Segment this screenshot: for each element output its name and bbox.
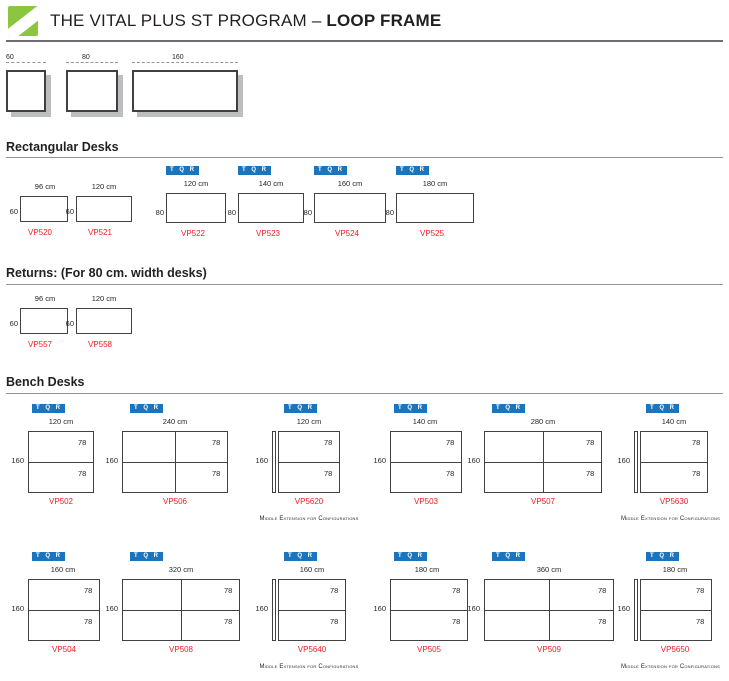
desk-vp524-code: VP524 <box>334 229 360 238</box>
frame-item-160 <box>132 54 252 116</box>
desk-vp558-top-dim: 120 cm <box>91 294 117 303</box>
section-rule-rectangular <box>6 157 723 158</box>
desk-vp523-top-dim: 140 cm <box>258 179 284 188</box>
desk-vp5620-ext-note: Middle Extension for Configurations <box>259 516 359 522</box>
desk-vp557-top-view <box>20 308 68 334</box>
desk-vp521-top-view <box>76 196 132 222</box>
desk-vp5620-top-dim: 120 cm <box>296 417 322 426</box>
desk-vp525-top-view <box>396 193 474 223</box>
desk-vp509-top-dim: 360 cm <box>536 565 562 574</box>
frame-box-80 <box>66 70 118 112</box>
frame-item-60 <box>6 54 52 116</box>
desk-vp5620-depth-top: 78 <box>324 438 333 447</box>
desk-vp509-depth-bottom: 78 <box>598 617 607 626</box>
desk-vp505-depth-top: 78 <box>452 586 461 595</box>
desk-vp5620-left-dim: 160 <box>255 456 268 465</box>
frame-dimline-60 <box>6 62 46 63</box>
desk-vp5630-tqr-badge: T Q R <box>646 404 679 413</box>
desk-vp507-tqr-badge: T Q R <box>492 404 525 413</box>
logo-label: ST <box>11 25 24 35</box>
desk-vp508-depth-top: 78 <box>224 586 233 595</box>
desk-vp509-depth-top: 78 <box>598 586 607 595</box>
desk-vp509-divider-v <box>549 579 550 641</box>
frame-item-80 <box>66 54 126 116</box>
desk-vp506-divider-v <box>175 431 176 493</box>
desk-vp506-depth-bottom: 78 <box>212 469 221 478</box>
desk-vp5630-extension-bar <box>634 431 638 493</box>
desk-vp523-code: VP523 <box>255 229 281 238</box>
desk-vp5640-depth-bottom: 78 <box>330 617 339 626</box>
frame-label-80: 80 <box>82 54 90 61</box>
frame-box-160 <box>132 70 238 112</box>
desk-vp502-code: VP502 <box>48 497 74 506</box>
desk-vp5630-ext-note: Middle Extension for Configurations <box>620 516 721 522</box>
desk-vp5630-code: VP5630 <box>659 497 689 506</box>
desk-vp508-depth-bottom: 78 <box>224 617 233 626</box>
desk-vp504-top-dim: 160 cm <box>50 565 76 574</box>
desk-vp520-code: VP520 <box>27 228 53 237</box>
desk-vp524-top-view <box>314 193 386 223</box>
desk-vp5640-depth-top: 78 <box>330 586 339 595</box>
desk-vp521-left-dim: 60 <box>65 207 74 216</box>
frame-dimline-160 <box>132 62 238 63</box>
desk-vp5620-extension-bar <box>272 431 276 493</box>
desk-vp504-tqr-badge: T Q R <box>32 552 65 561</box>
desk-vp508-code: VP508 <box>168 645 194 654</box>
desk-vp505-divider <box>390 610 468 611</box>
frame-label-60: 60 <box>6 54 14 61</box>
desk-vp508-top-dim: 320 cm <box>168 565 194 574</box>
desk-vp5640-left-dim: 160 <box>255 604 268 613</box>
desk-vp502-depth-top: 78 <box>78 438 87 447</box>
desk-vp522-top-dim: 120 cm <box>183 179 209 188</box>
page-title-bold: LOOP FRAME <box>326 11 442 30</box>
desk-vp506-top-dim: 240 cm <box>162 417 188 426</box>
desk-vp5630-depth-bottom: 78 <box>692 469 701 478</box>
desk-vp5640-extension-bar <box>272 579 276 641</box>
desk-vp557-top-dim: 96 cm <box>34 294 56 303</box>
desk-vp506-tqr-badge: T Q R <box>130 404 163 413</box>
desk-vp5640-code: VP5640 <box>297 645 327 654</box>
section-title-rectangular: Rectangular Desks <box>6 140 119 154</box>
page-title <box>50 11 441 31</box>
desk-vp503-depth-bottom: 78 <box>446 469 455 478</box>
desk-vp505-tqr-badge: T Q R <box>394 552 427 561</box>
page-header <box>0 0 729 42</box>
desk-vp557-code: VP557 <box>27 340 53 349</box>
section-rule-returns <box>6 284 723 285</box>
desk-vp524-left-dim: 80 <box>303 208 312 217</box>
header-divider <box>6 40 723 42</box>
desk-vp503-divider <box>390 462 462 463</box>
frame-box-60 <box>6 70 46 112</box>
desk-vp509-tqr-badge: T Q R <box>492 552 525 561</box>
desk-vp509-code: VP509 <box>536 645 562 654</box>
desk-vp558-left-dim: 60 <box>65 319 74 328</box>
desk-vp5640-ext-note: Middle Extension for Configurations <box>259 664 359 670</box>
desk-vp522-top-view <box>166 193 226 223</box>
desk-vp5620-depth-bottom: 78 <box>324 469 333 478</box>
desk-vp5630-divider <box>640 462 708 463</box>
desk-vp558-top-view <box>76 308 132 334</box>
desk-vp521-code: VP521 <box>87 228 113 237</box>
desk-vp506-left-dim: 160 <box>105 456 118 465</box>
desk-vp5650-extension-bar <box>634 579 638 641</box>
desk-vp5620-tqr-badge: T Q R <box>284 404 317 413</box>
desk-vp503-tqr-badge: T Q R <box>394 404 427 413</box>
desk-vp523-tqr-badge: T Q R <box>238 166 271 175</box>
desk-vp523-top-view <box>238 193 304 223</box>
desk-vp5640-top-dim: 160 cm <box>299 565 325 574</box>
desk-vp507-divider-v <box>543 431 544 493</box>
desk-vp524-top-dim: 160 cm <box>337 179 363 188</box>
desk-vp502-depth-bottom: 78 <box>78 469 87 478</box>
desk-vp525-top-dim: 180 cm <box>422 179 448 188</box>
desk-vp508-tqr-badge: T Q R <box>130 552 163 561</box>
desk-vp522-left-dim: 80 <box>155 208 164 217</box>
desk-vp503-depth-top: 78 <box>446 438 455 447</box>
desk-vp503-code: VP503 <box>413 497 439 506</box>
desk-vp506-depth-top: 78 <box>212 438 221 447</box>
desk-vp506-code: VP506 <box>162 497 188 506</box>
desk-vp525-code: VP525 <box>419 229 445 238</box>
desk-vp507-depth-top: 78 <box>586 438 595 447</box>
desk-vp509-left-dim: 160 <box>467 604 480 613</box>
desk-vp504-left-dim: 160 <box>11 604 24 613</box>
desk-vp504-depth-bottom: 78 <box>84 617 93 626</box>
desk-vp5640-divider <box>278 610 346 611</box>
desk-vp505-depth-bottom: 78 <box>452 617 461 626</box>
brand-logo <box>8 6 38 36</box>
desk-vp5650-depth-bottom: 78 <box>696 617 705 626</box>
desk-vp5650-top-dim: 180 cm <box>662 565 688 574</box>
desk-vp508-left-dim: 160 <box>105 604 118 613</box>
desk-vp524-tqr-badge: T Q R <box>314 166 347 175</box>
desk-vp507-depth-bottom: 78 <box>586 469 595 478</box>
desk-vp525-left-dim: 80 <box>385 208 394 217</box>
desk-vp507-left-dim: 160 <box>467 456 480 465</box>
frame-label-160: 160 <box>172 54 184 61</box>
desk-vp508-divider-v <box>181 579 182 641</box>
desk-vp5640-tqr-badge: T Q R <box>284 552 317 561</box>
desk-vp5630-left-dim: 160 <box>617 456 630 465</box>
desk-vp525-tqr-badge: T Q R <box>396 166 429 175</box>
desk-vp520-top-view <box>20 196 68 222</box>
desk-vp505-top-dim: 180 cm <box>414 565 440 574</box>
desk-vp503-top-dim: 140 cm <box>412 417 438 426</box>
desk-vp522-code: VP522 <box>180 229 206 238</box>
desk-vp5630-depth-top: 78 <box>692 438 701 447</box>
desk-vp502-divider <box>28 462 94 463</box>
desk-vp505-left-dim: 160 <box>373 604 386 613</box>
desk-vp5630-top-dim: 140 cm <box>661 417 687 426</box>
desk-vp520-top-dim: 96 cm <box>34 182 56 191</box>
desk-vp5650-tqr-badge: T Q R <box>646 552 679 561</box>
desk-vp5650-depth-top: 78 <box>696 586 705 595</box>
frame-size-strip <box>0 48 729 130</box>
desk-vp507-top-dim: 280 cm <box>530 417 556 426</box>
desk-vp504-divider <box>28 610 100 611</box>
desk-vp5650-code: VP5650 <box>660 645 690 654</box>
page-title-light: THE VITAL PLUS ST PROGRAM – <box>50 11 327 30</box>
desk-vp502-left-dim: 160 <box>11 456 24 465</box>
desk-vp557-left-dim: 60 <box>9 319 18 328</box>
desk-vp5620-code: VP5620 <box>294 497 324 506</box>
desk-vp5620-divider <box>278 462 340 463</box>
desk-vp502-top-dim: 120 cm <box>48 417 74 426</box>
frame-dimline-80 <box>66 62 118 63</box>
desk-vp504-code: VP504 <box>51 645 77 654</box>
section-title-bench: Bench Desks <box>6 375 85 389</box>
section-rule-bench <box>6 393 723 394</box>
desk-vp520-left-dim: 60 <box>9 207 18 216</box>
desk-vp504-depth-top: 78 <box>84 586 93 595</box>
desk-vp5650-ext-note: Middle Extension for Configurations <box>620 664 721 670</box>
section-title-returns: Returns: (For 80 cm. width desks) <box>6 266 207 280</box>
desk-vp502-tqr-badge: T Q R <box>32 404 65 413</box>
desk-vp507-code: VP507 <box>530 497 556 506</box>
desk-vp558-code: VP558 <box>87 340 113 349</box>
desk-vp503-left-dim: 160 <box>373 456 386 465</box>
desk-vp522-tqr-badge: T Q R <box>166 166 199 175</box>
desk-vp521-top-dim: 120 cm <box>91 182 117 191</box>
desk-vp5650-divider <box>640 610 712 611</box>
desk-vp505-code: VP505 <box>416 645 442 654</box>
desk-vp523-left-dim: 80 <box>227 208 236 217</box>
desk-vp5650-left-dim: 160 <box>617 604 630 613</box>
